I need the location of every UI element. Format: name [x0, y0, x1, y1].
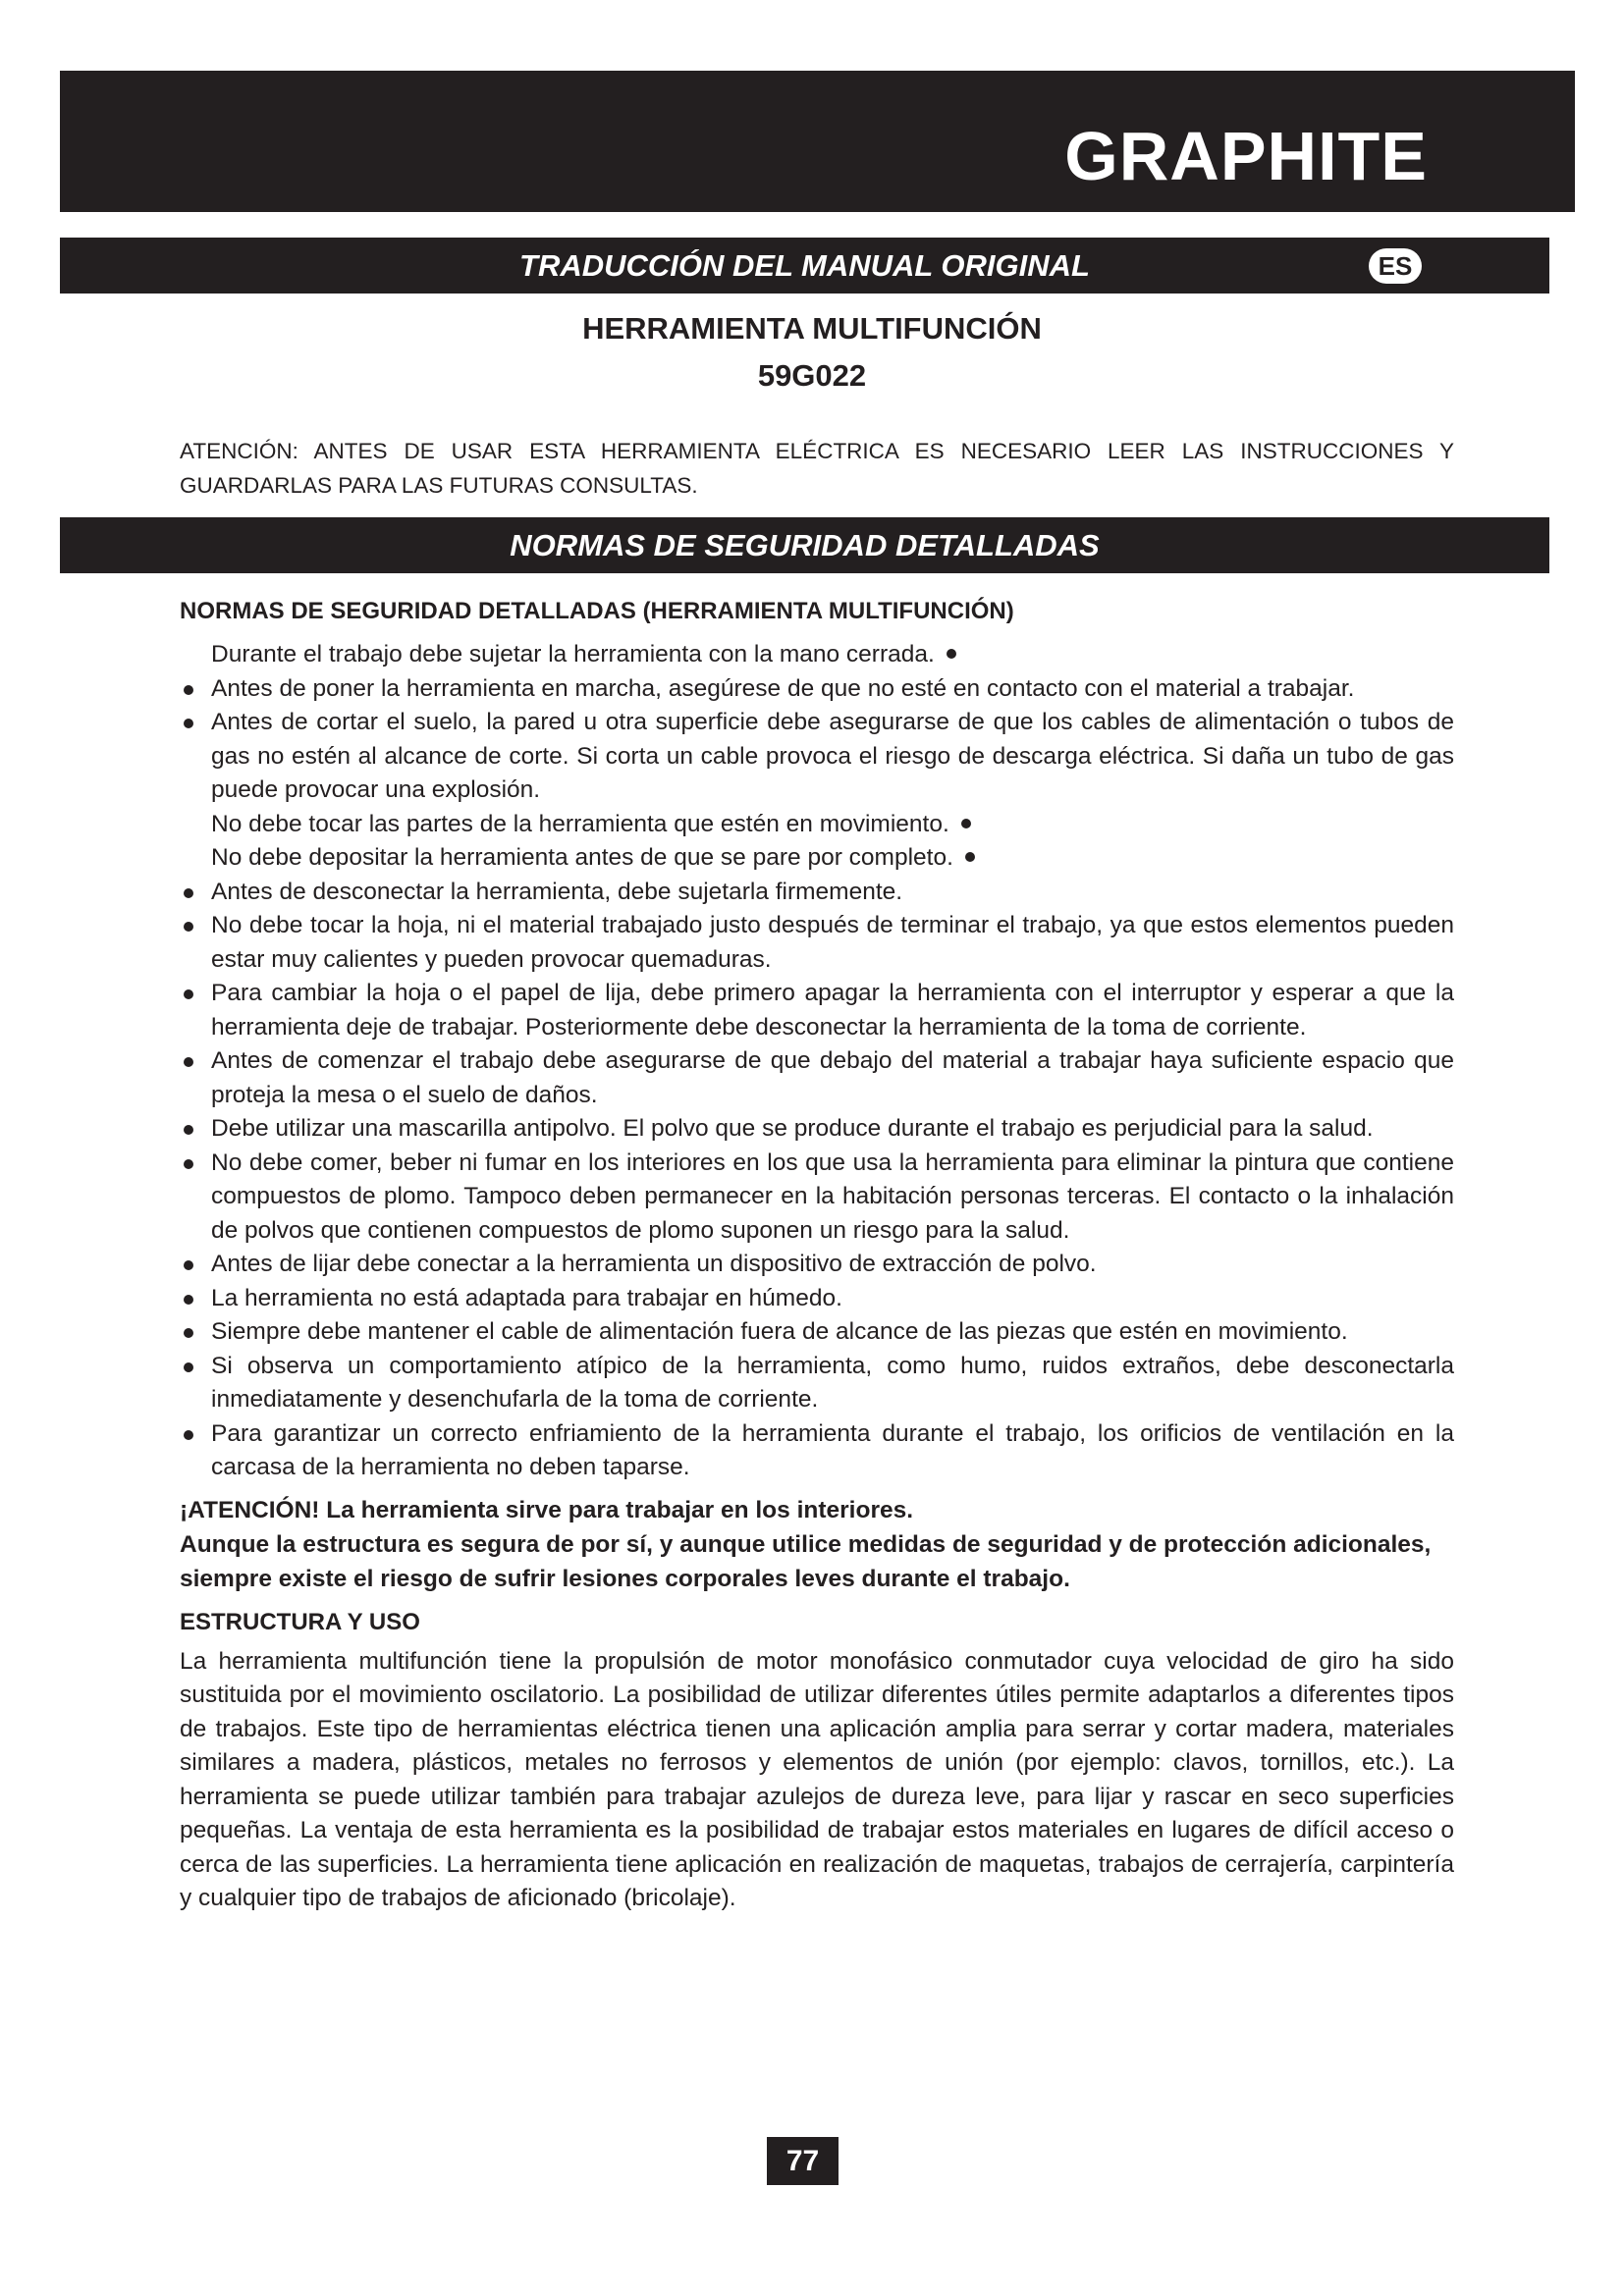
language-badge: ES: [1369, 248, 1422, 284]
list-item: Antes de lijar debe conectar a la herramienta un dispositivo de extracción de polvo.: [180, 1248, 1454, 1282]
structure-paragraph: La herramienta multifunción tiene la propulsión de motor monofásico conmutador cuya velocidad de giro ha sido sustituida por el movimiento oscilatorio. La posibilidad de utilizar diferentes útiles permite adaptarlos a diferentes tipos de trabajos. Este tipo de herramientas eléctrica tienen una aplicación amplia para serrar y cortar madera, materiales similares a madera, plásticos, metales no ferrosos y elementos de unión (por ejemplo: clavos, tornillos, etc.). La herramienta se puede utilizar también para trabajar azulejos de dureza leve, para lijar y rascar en seco superficies pequeñas. La ventaja de esta herramienta es la posibilidad de trabajar estos materiales en lugares de difícil acceso o cerca de las superficies. La herramienta tiene aplicación en realización de maquetas, trabajos de cerrajería, carpintería y cualquier tipo de trabajos de aficionado (bricolaje).: [180, 1647, 1454, 1911]
product-title: HERRAMIENTA MULTIFUNCIÓN: [582, 311, 1042, 346]
list-item: Antes de desconectar la herramienta, debe sujetarla firmemente.: [180, 876, 1454, 910]
list-item: No debe depositar la herramienta antes de que se pare por completo.: [180, 841, 1454, 876]
bullet-icon: [965, 852, 975, 862]
attention-notice: ATENCIÓN: ANTES DE USAR ESTA HERRAMIENTA ELÉCTRICA ES NECESARIO LEER LAS INSTRUCCIONES Y GUARDARLAS PARA LAS FUTURAS CONSULTAS.: [180, 439, 1454, 498]
translation-bar: [60, 238, 1549, 294]
bullet-icon: [947, 649, 956, 659]
list-item: Antes de cortar el suelo, la pared u otra superficie debe asegurarse de que los cables de alimentación o tubos de gas no estén al alcance de corte. Si corta un cable provoca el riesgo de descarga eléctrica. Si daña un tubo de gas puede provocar una explosión.: [180, 706, 1454, 808]
translation-bar-title: TRADUCCIÓN DEL MANUAL ORIGINAL: [519, 248, 1090, 283]
warning-line: Aunque la estructura es segura de por sí, y aunque utilice medidas de seguridad y de protección adicionales, siempre existe el riesgo de sufrir lesiones corporales leves durante el trabajo.: [180, 1530, 1432, 1592]
structure-heading: ESTRUCTURA Y USO: [180, 1608, 420, 1635]
safety-bar: [60, 517, 1549, 573]
safety-heading: NORMAS DE SEGURIDAD DETALLADAS (HERRAMIENTA MULTIFUNCIÓN): [180, 598, 1014, 624]
main-content: [180, 595, 1454, 1916]
list-item: Durante el trabajo debe sujetar la herramienta con la mano cerrada.: [180, 638, 1454, 672]
model-number: 59G022: [757, 358, 867, 393]
list-item: Siempre debe mantener el cable de alimentación fuera de alcance de las piezas que estén en movimiento.: [180, 1315, 1454, 1350]
list-item: Debe utilizar una mascarilla antipolvo. El polvo que se produce durante el trabajo es perjudicial para la salud.: [180, 1112, 1454, 1147]
list-item: Para garantizar un correcto enfriamiento de la herramienta durante el trabajo, los orificios de ventilación en la carcasa de la herramienta no deben taparse.: [180, 1417, 1454, 1485]
header-band: [60, 71, 1575, 212]
safety-list: [180, 638, 1454, 1485]
bullet-icon: [961, 819, 971, 828]
list-item: Antes de poner la herramienta en marcha, asegúrese de que no esté en contacto con el material a trabajar.: [180, 672, 1454, 707]
warning-block: [180, 1493, 1454, 1596]
graphite-logo: GRAPHITE: [1064, 118, 1428, 194]
list-item: La herramienta no está adaptada para trabajar en húmedo.: [180, 1282, 1454, 1316]
list-item: Antes de comenzar el trabajo debe asegurarse de que debajo del material a trabajar haya suficiente espacio que proteja la mesa o el suelo de daños.: [180, 1044, 1454, 1112]
warning-line: ¡ATENCIÓN! La herramienta sirve para trabajar en los interiores.: [180, 1496, 914, 1523]
list-item: Si observa un comportamiento atípico de la herramienta, como humo, ruidos extraños, debe desconectarla inmediatamente y desenchufarla de la toma de corriente.: [180, 1350, 1454, 1417]
list-item: No debe tocar la hoja, ni el material trabajado justo después de terminar el trabajo, ya que estos elementos pueden estar muy calientes y pueden provocar quemaduras.: [180, 909, 1454, 977]
list-item: Para cambiar la hoja o el papel de lija, debe primero apagar la herramienta con el interruptor y esperar a que la herramienta deje de trabajar. Posteriormente debe desconectar la herramienta de la toma de corriente.: [180, 977, 1454, 1044]
list-item: No debe comer, beber ni fumar en los interiores en los que usa la herramienta para eliminar la pintura que contiene compuestos de plomo. Tampoco deben permanecer en la habitación personas terceras. El contacto o la inhalación de polvos que contienen compuestos de plomo suponen un riesgo para la salud.: [180, 1147, 1454, 1249]
list-item: No debe tocar las partes de la herramienta que estén en movimiento.: [180, 808, 1454, 842]
page-number: 77: [767, 2137, 839, 2185]
safety-bar-title: NORMAS DE SEGURIDAD DETALLADAS: [510, 528, 1100, 562]
